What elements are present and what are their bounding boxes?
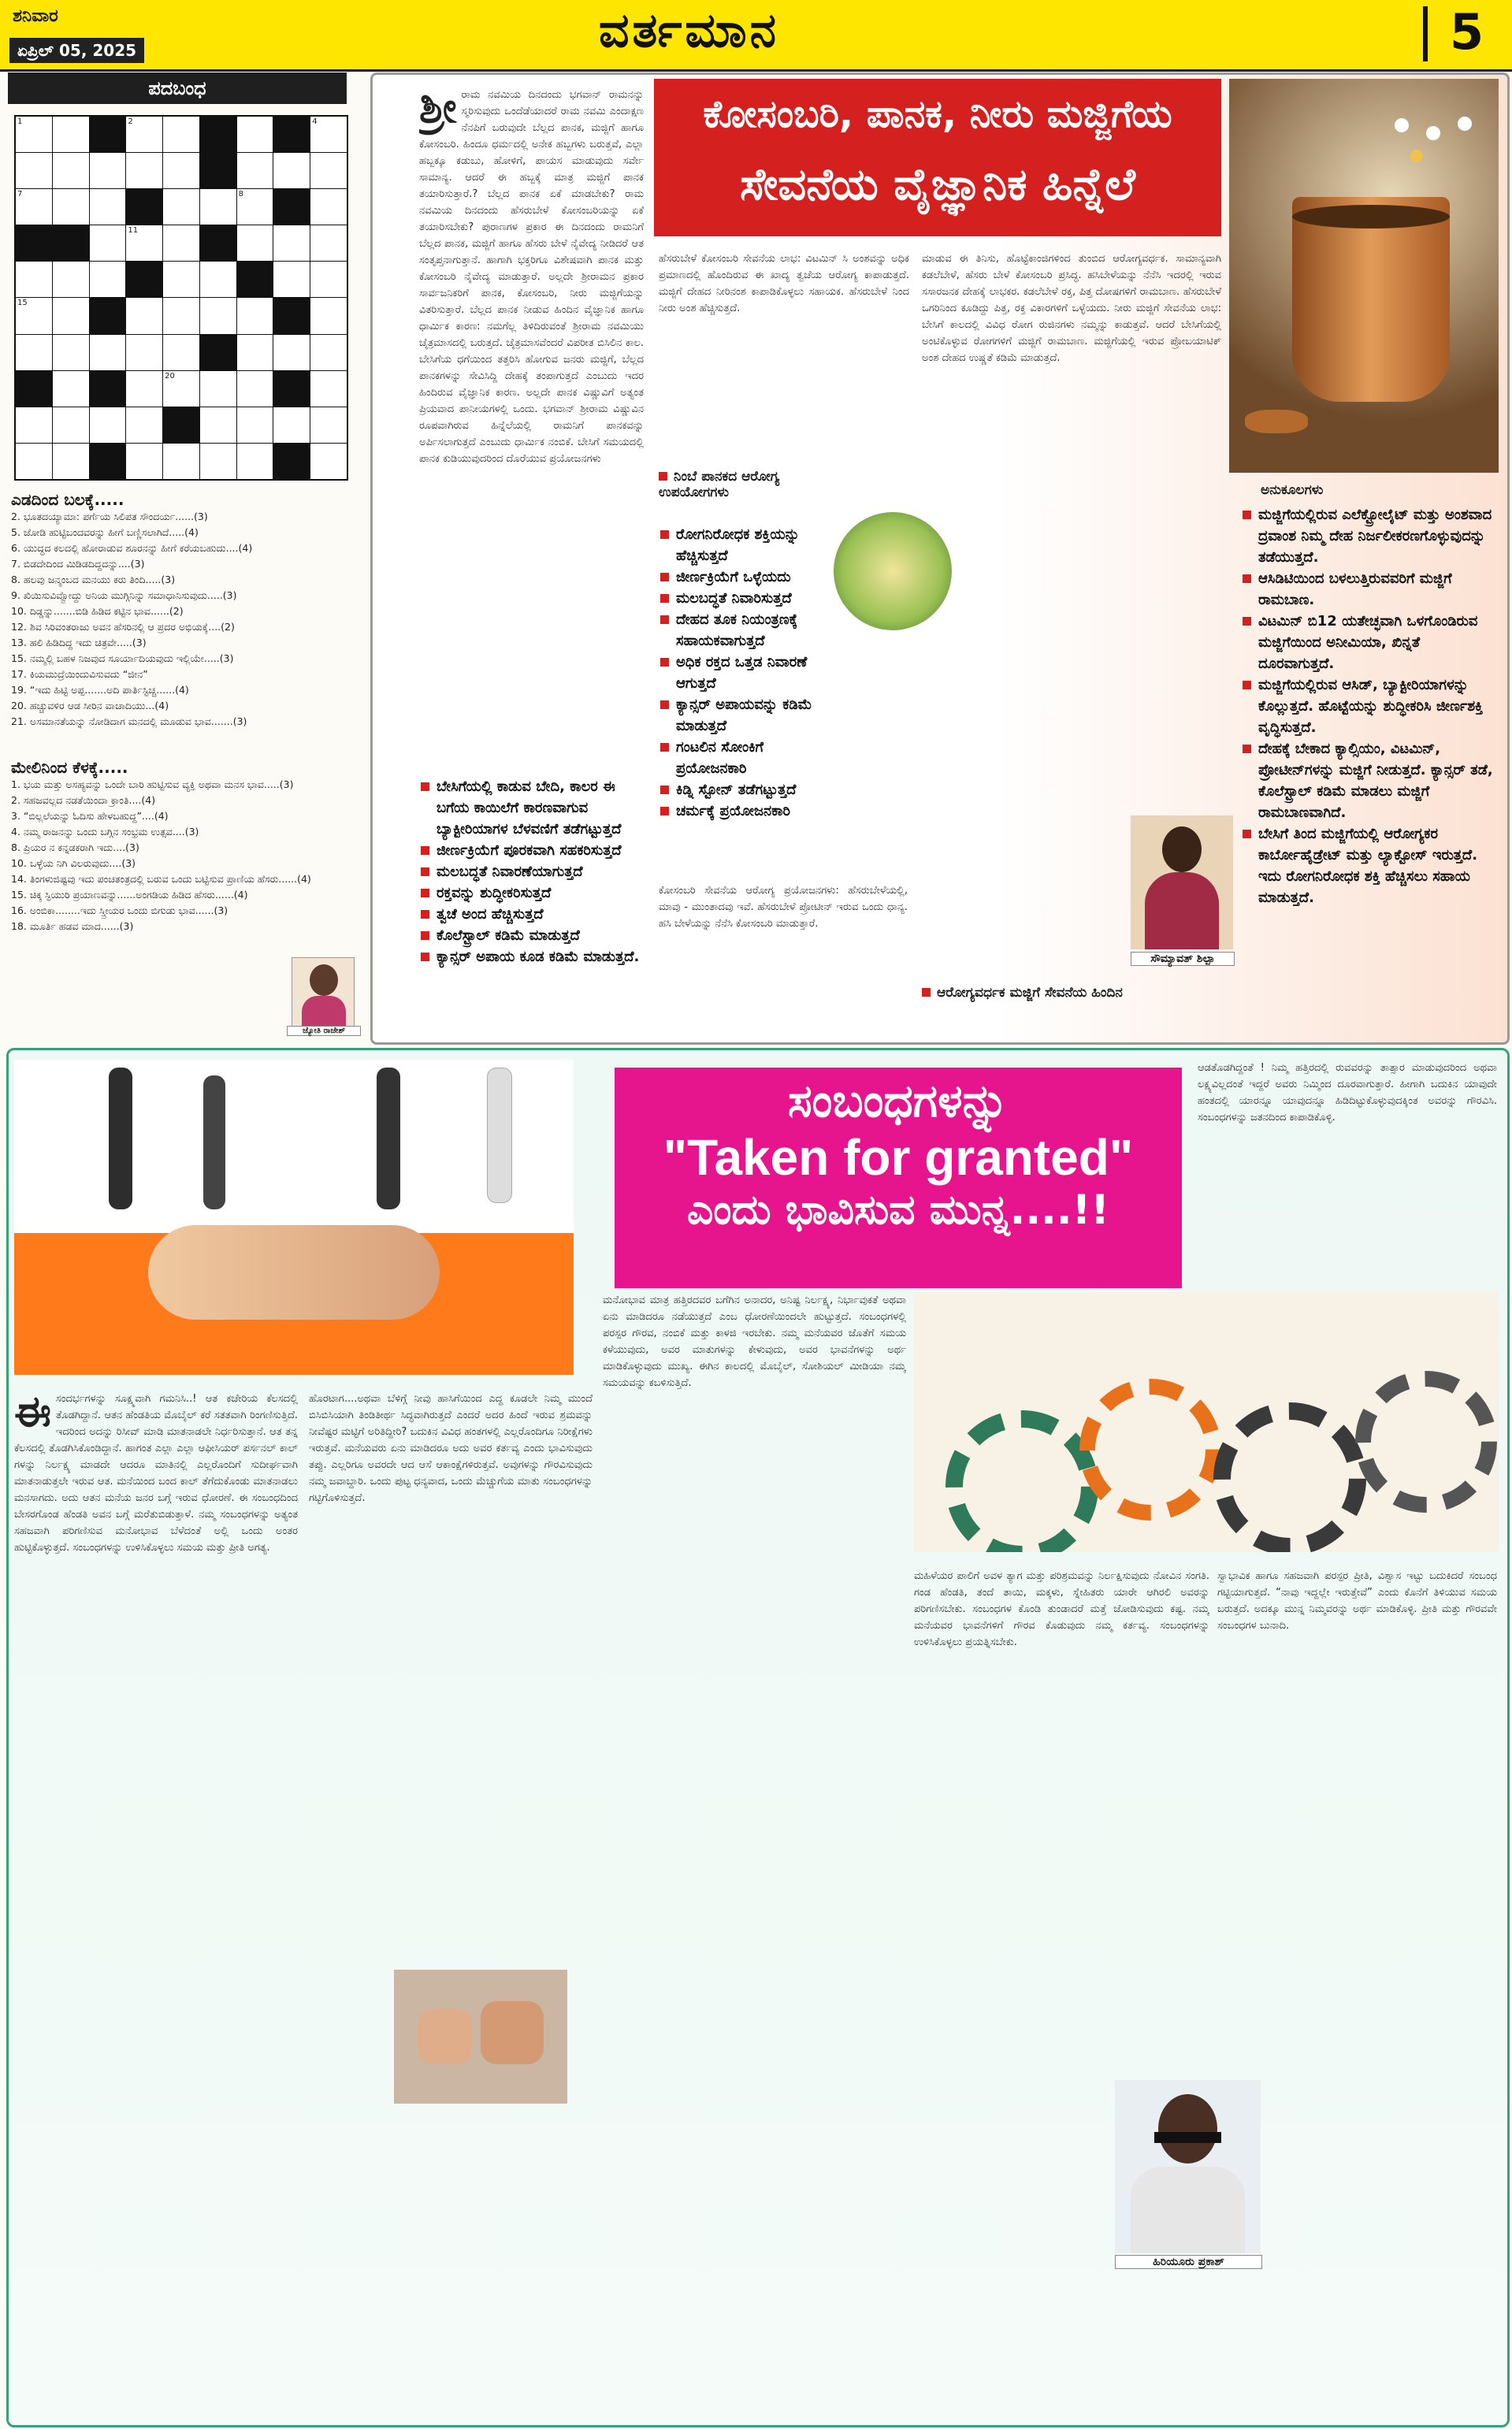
benefits-title: ಅನುಕೂಲಗಳು [1261, 482, 1324, 498]
article-1-col-2-subhead [659, 469, 832, 500]
crossword-cell [90, 335, 126, 370]
crossword-cell [16, 444, 52, 479]
article-2-drop-cap: ಈ [14, 1391, 51, 1436]
crossword-cell [126, 298, 162, 333]
down-clue: 4. ನಮ್ಮ ರಾಜನನ್ನು ಒಂದು ಬಗ್ಗಿನ ಸಂಭ್ರಮ ಉತ್ಸವ....(3) [11, 826, 199, 838]
across-clue: 2. ಭೂತದಯ್ಯಾಮಾ: ಪರ್ಗೆಯ ಸಿಲಿಪತ ಸೌಂದರ್ಯ......(3) [11, 511, 208, 522]
crossword-block [273, 117, 310, 152]
crossword-cell: 1 [16, 117, 52, 152]
crossword-cell [90, 262, 126, 297]
crossword-cell [237, 153, 273, 188]
across-clue: 21. ಅಸಮಾನತೆಯನ್ನು ನೋಡಿದಾಗ ಮನದಲ್ಲಿ ಮೂಡುವ ಭಾವ.......(3) [11, 715, 247, 727]
buttermilk-benefit-item: ಮಜ್ಜಿಗೆಯಲ್ಲಿರುವ ಆಸಿಡ್, ಬ್ಯಾಕ್ಟೀರಿಯಾಗಳನ್ನು ಕೊಲ್ಲುತ್ತದೆ. ಹೊಟ್ಟೆಯನ್ನು ಶುದ್ಧೀಕರಿಸಿ ಜೀರ್ಣಶಕ್ತಿ ವೃದ್ಧಿಸುತ್ತದೆ. [1241, 674, 1493, 738]
article-2-author: ಹಿರಿಯೂರು ಪ್ರಕಾಶ್ [1115, 2255, 1262, 2269]
crossword-heading: ಪದಬಂಧ [8, 72, 347, 104]
crossword-block [200, 153, 236, 188]
article-1-col-1-bullets [419, 776, 648, 968]
article-1-author: ಸೌಮ್ಯಾವತ್ ಶಿಲ್ಪಾ [1131, 952, 1235, 966]
crossword-cell [237, 407, 273, 443]
crossword-cell [90, 153, 126, 188]
handshake-photo [14, 1060, 574, 1375]
crossword-block [237, 262, 273, 297]
article-1-col-1 [419, 87, 644, 678]
fist-bump-photo [394, 1970, 567, 2104]
newspaper-title: ವರ್ತಮಾನ [599, 3, 779, 58]
crossword-cell [53, 444, 89, 479]
across-clues [11, 490, 358, 730]
crossword-cell [200, 189, 236, 225]
headline-1-line-2: ಸೇವನೆಯ ವೈಜ್ಞಾನಿಕ ಹಿನ್ನೆಲೆ [740, 159, 1135, 210]
crossword-block [90, 444, 126, 479]
buttermilk-benefit-item: ಮಜ್ಜಿಗೆಯಲ್ಲಿರುವ ಎಲೆಕ್ಟ್ರೋಲೈಟ್ ಮತ್ತು ಅಂಶವಾದ ದ್ರವಾಂಶ ನಿಮ್ಮ ದೇಹ ನಿರ್ಜಲೀಕರಣಗೊಳ್ಳುವುದನ್ನು ತಡೆಯುತ್ತದೆ. [1241, 504, 1493, 568]
down-clue: 8. ಪ್ರಿಯರ ನ ಕನ್ನಡಕರಾಗಿ ಇದು....(3) [11, 841, 139, 853]
crossword-cell [53, 371, 89, 407]
crossword-block [163, 407, 199, 443]
crossword-block [273, 189, 310, 225]
crossword-author-photo [292, 957, 355, 1031]
crossword-block [126, 189, 162, 225]
article-1-col-2-tail: ಕೋಸಂಬರಿ ಸೇವನೆಯ ಆರೋಗ್ಯ ಪ್ರಯೋಜನಗಳು: ಹೆಸರುಬೇಳೆಯಲ್ಲಿ, ಮಾವು - ಮುಂತಾದವು ಇವೆ. ಹೆಸರುಬೇಳೆ ಪ್ರೋಟೀನ್ ಇರುವ ಒಂದು ಧಾನ್ಯ. ಹಸಿ ಬೇಳೆಯನ್ನು ನೆನೆಸಿ ಕೋಸಂಬರಿ ಮಾಡುತ್ತಾರೆ. [659, 885, 908, 930]
crossword-block [16, 371, 52, 407]
crossword-cell: 8 [237, 189, 273, 225]
crossword-cell [126, 153, 162, 188]
gears-people-photo [914, 1292, 1499, 1552]
headline-2-line-2: "Taken for granted" [663, 1129, 1134, 1186]
panaka-benefit-item: ರಕ್ತವನ್ನು ಶುದ್ಧೀಕರಿಸುತ್ತದೆ [419, 882, 648, 904]
lemon-benefit-item: ಚರ್ಮಕ್ಕೆ ಪ್ರಯೋಜನಕಾರಿ [659, 800, 828, 822]
panaka-benefit-item: ತ್ವಚೆ ಅಂದ ಹೆಚ್ಚಿಸುತ್ತದೆ [419, 904, 648, 925]
article-1-col-1-text: ರಾಮ ನವಮಿಯ ದಿನದಂದು ಭಗವಾನ್ ರಾಮನನ್ನು ಸ್ಮರಿಸುವುದು ಒಂದೆಡೆಯಾದರೆ ರಾಮ ನವಮಿ ಎಂದಾಕ್ಷಣ ನೆನಪಿಗೆ ಬರುವುದೇ ಬೆಲ್ಲದ ಪಾನಕ, ಮಜ್ಜಿಗೆ ಹಾಗೂ ಕೋಸಂಬರಿ. ಹಿಂದೂ ಧರ್ಮದಲ್ಲಿ ಅನೇಕ ಹಬ್ಬಗಳು ಬರುತ್ತವೆ, ಎಲ್ಲಾ ಹಬ್ಬಕ್ಕೂ ಕಡುಬು, ಹೋಳಿಗೆ, ಪಾಯಸ ಮಾಡುವುದು ಸರ್ವೇ ಸಾಮಾನ್ಯ. ಆದರೆ ಈ ಹಬ್ಬಕ್ಕೆ ಮಾತ್ರ ಮಜ್ಜಿಗೆ ಪಾನಕ ತಯಾರಿಸುತ್ತಾರೆ.? ಬೆಲ್ಲದ ಪಾನಕ ಏಕೆ ಮಾಡಬೇಕು? ರಾಮ ನವಮಿಯ ದಿನದಂದು ಹೆಸರುಬೇಳೆ ಕೋಸಂಬರಿಯನ್ನು ಏಕೆ ತಯಾರಿಸಬೇಕು? ಪುರಾಣಗಳ ಪ್ರಕಾರ ಈ ದಿನದಂದು ರಾಮನಿಗೆ ಬೆಲ್ಲದ ಪಾನಕ, ಮಜ್ಜಿಗೆ ಹಾಗೂ ಹೆಸರು ಬೇಳೆ ನೈವೇದ್ಯ ನೀಡಿದರೆ ಆತ ಸಂತೃಪ್ತನಾಗುತ್ತಾನೆ. ಹಾಗಾಗಿ ಭಕ್ತರಿಗೂ ವಿಶೇಷವಾಗಿ ಪಾನಕ ಮತ್ತು ಕೋಸಂಬರಿ ನೈವೇದ್ಯ ಮಾಡುತ್ತಾರೆ. ಅಲ್ಲದೇ ಶ್ರೀರಾಮನ ಪ್ರಕಾರ ಸಾರ್ವಜನಿಕರಿಗೆ ಪಾನಕ, ಕೋಸಂಬರಿ, ನೀರು ಮಜ್ಜಿಗೆಯನ್ನು ವಿತರಿಸುತ್ತಾರೆ. ಬೆಲ್ಲದ ಪಾನಕ ನೀಡುವ ಹಿಂದಿನ ವೈಜ್ಞಾನಿಕ ಹಾಗೂ ಧಾರ್ಮಿಕ ಕಾರಣ: ನಮಗೆಲ್ಲ ತಿಳಿದಿರುವಂತೆ ಶ್ರೀರಾಮ ನವಮಿಯು ಚೈತ್ರಮಾಸದಲ್ಲಿ ಬರುತ್ತದೆ. ಚೈತ್ರಮಾಸವೆಂದರೆ ವಿಪರೀತ ಬಿಸಿಲಿನ ಕಾಲ. ಬೇಸಿಗೆಯ ಧಗೆಯಿಂದ ತತ್ತರಿಸಿ ಹೋಗುವ ಜನರು ಮಜ್ಜಿಗೆ, ಬೆಲ್ಲದ ಪಾನಕಗಳನ್ನು ಸೇವಿಸಿದ್ದಿ ದೇಹಕ್ಕೆ ತಂಪಾಗುತ್ತದೆ ಎಂಬುದು ಇದರ ಹಿಂದಿರುವ ವೈಜ್ಞಾನಿಕ ಕಾರಣ. ಅಲ್ಲದೇ ಪಾನಕ ವಿಷ್ಣುವಿಗೆ ಅತ್ಯಂತ ಪ್ರಿಯವಾದ ಪಾನೀಯಗಳಲ್ಲಿ ಒಂದು. ಭಗವಾನ್ ಶ್ರೀರಾಮ ವಿಷ್ಣುವಿನ ರೂಪವಾಗಿರುವ ಹಿನ್ನೆಲೆಯಲ್ಲಿ ರಾಮನಿಗೆ ಪಾನಕವನ್ನು ಅರ್ಪಿಸಲಾಗುತ್ತದೆ ಎಂಬುದು ಧಾರ್ಮಿಕ ನಂಬಿಕೆ. ಬೇಸಿಗೆ ಸಮಯದಲ್ಲಿ ಪಾನಕ ಕುಡಿಯುವುದರಿಂದ ದೊರೆಯುವ ಪ್ರಯೋಜನಗಳು [419, 89, 644, 465]
crossword-block [200, 335, 236, 370]
crossword-cell [310, 444, 347, 479]
crossword-cell [126, 371, 162, 407]
article-2-col-a [14, 1391, 298, 2411]
crossword-cell [53, 262, 89, 297]
buttermilk-benefit-item: ಬೇಸಿಗೆ ತಿಂದ ಮಜ್ಜಿಗೆಯಲ್ಲಿ ಆರೋಗ್ಯಕರ ಕಾರ್ಬೋಹೈಡ್ರೇಟ್ ಮತ್ತು ಲ್ಯಾಕ್ಟೋಸ್ ಇರುತ್ತದೆ. ಇದು ರೋಗನಿರೋಧಕ ಶಕ್ತಿ ಹೆಚ್ಚಿಸಲು ಸಹಾಯ ಮಾಡುತ್ತದೆ. [1241, 823, 1493, 908]
down-clue: 3. “ಬಿಲ್ಲಲೆಯನ್ನು ಓದಿಸು ಹೇಳಬಹುದ್ದ”....(4) [11, 810, 169, 822]
down-clue: 2. ಸಹಜವಲ್ಲದ ನಡತೆಯಿಂದಾ ಕ್ರಾಂತಿ....(4) [11, 794, 156, 806]
crossword-block [273, 298, 310, 333]
across-clue: 12. ಶಿವ ಸಿರಿವಂತರಾಜು ಅವನ ಹೆಸರಿನಲ್ಲಿ ಆ ಪ್ರದರ ಅಭಿಯಕ್ಕೆ....(2) [11, 621, 235, 633]
buttermilk-benefit-item: ದೇಹಕ್ಕೆ ಬೇಕಾದ ಕ್ಯಾಲ್ಸಿಯಂ, ವಿಟಮಿನ್, ಪ್ರೋಟೀನ್‌ಗಳನ್ನು ಮಜ್ಜಿಗೆ ನೀಡುತ್ತದೆ. ಕ್ಯಾನ್ಸರ್ ತಡೆ, ಕೊಲೆಸ್ಟ್ರಾಲ್ ಕಡಿಮೆ ಮಾಡಲು ಮಜ್ಜಿಗೆ ರಾಮಬಾಣವಾಗಿದೆ. [1241, 738, 1493, 823]
crossword-block [200, 117, 236, 152]
crossword-cell [237, 444, 273, 479]
down-title: ಮೇಲಿನಿಂದ ಕೆಳಕ್ಕೆ..... [11, 758, 128, 777]
crossword-cell [53, 189, 89, 225]
clasped-hands [148, 1225, 440, 1320]
lemon-benefit-item: ಗಂಟಲಿನ ಸೋಂಕಿಗೆ ಪ್ರಯೋಜನಕಾರಿ [659, 737, 828, 779]
down-clue: 14. ತಿಂಗಳುಜಿಷ್ಟವು ಇದು ಪಂಚತಂತ್ರದಲ್ಲಿ ಬರುವ ಒಂದು ಬಟ್ಟಿಸುವ ಪ್ರಾಣಿಯ ಹೆಸರು......(4) [11, 873, 311, 885]
col-3-subhead-text: ಆರೋಗ್ಯವರ್ಧಕ ಮಜ್ಜಿಗೆ ಸೇವನೆಯ ಹಿಂದಿನ [937, 985, 1123, 1001]
crossword-cell: 7 [16, 189, 52, 225]
crossword-cell [90, 189, 126, 225]
crossword-block [90, 117, 126, 152]
across-clue: 9. ಖಿಯಿಸುವಿವ್ವೋದ್ದು ಅನಿಯ ಮುಗ್ಗಿನಿನ್ನು ಸಮಾಧಾನಿಸುವುದು.....(3) [11, 589, 237, 601]
down-clue: 15. ಚಿಕ್ಕ ಸ್ಫಿಯುರಿ ಪ್ರಯಾಣವನ್ನು......ಅಂಗಡಿಯ ಹಿಡಿದ ಹೆಸರು......(4) [11, 889, 248, 901]
jasmine-flowers [1387, 110, 1481, 181]
across-clue: 17. ಕಿಯಮುದ್ರೆಯಿಂದುವಿಸುವದು “ಜೀನ” [11, 668, 148, 680]
article-1-drop-cap: ಶ್ರೀ [419, 87, 457, 132]
copper-pot-photo [1229, 79, 1499, 473]
crossword-block [90, 371, 126, 407]
across-title: ಎಡದಿಂದ ಬಲಕ್ಕೆ..... [11, 490, 124, 509]
crossword-author: ಜ್ಯೋತಿ ರಾಜೇಶ್ [287, 1026, 361, 1036]
crossword-cell [237, 371, 273, 407]
crossword-cell [53, 117, 89, 152]
article-2-headline [615, 1068, 1182, 1288]
lemon-benefit-item: ದೇಹದ ತೂಕ ನಿಯಂತ್ರಣಕ್ಕೆ ಸಹಾಯಕವಾಗುತ್ತದೆ [659, 609, 828, 652]
article-2-col-b: ಹೊರಟಾಗ....ಅಥವಾ ಬೆಳಿಗ್ಗೆ ನೀವು ಹಾಸಿಗೆಯಿಂದ ಎದ್ದ ಕೂಡಲೇ ನಿಮ್ಮ ಮುಂದೆ ಬಿಸಿಬಿಸಿಯಾಗಿ ತಿಂಡಿತೀರ್ಥ ಸಿದ್ಧವಾಗಿರುತ್ತದೆ ಎಂದರೆ ಅದರ ಹಿಂದೆ ಇರುವ ಶ್ರಮವನ್ನು ನೀವೆಷ್ಟರ ಮಟ್ಟಿಗೆ ಅರಿತಿದ್ದೀರಿ? ಬದುಕಿನ ವಿವಿಧ ಹಂತಗಳಲ್ಲಿ ಎಲ್ಲರೊಂದಿಗೂ ನಿರೀಕ್ಷೆಗಳು ಇರುತ್ತವೆ. ಮನೆಯವರು ಏನು ಮಾಡಿದರೂ ಅದು ಅವರ ಕರ್ತವ್ಯ ಎಂದು ಭಾವಿಸುವುದು ತಪ್ಪು. ಎಲ್ಲರಿಗೂ ಅವರದೇ ಆದ ಆಸೆ ಆಕಾಂಕ್ಷೆಗಳಿರುತ್ತವೆ. ಅವುಗಳನ್ನು ಗೌರವಿಸುವುದು ನಮ್ಮ ಜವಾಬ್ದಾರಿ. ಒಂದು ಪುಟ್ಟ ಧನ್ಯವಾದ, ಒಂದು ಮೆಚ್ಚುಗೆಯ ಮಾತು ಸಂಬಂಧಗಳನ್ನು ಗಟ್ಟಿಗೊಳಿಸುತ್ತದೆ. [309, 1393, 593, 1504]
crossword-cell: 15 [16, 298, 52, 333]
crossword-block [126, 262, 162, 297]
article-1-col-3: ಮಾಡುವ ಈ ತಿನಿಸು, ಹೊಟ್ಟೆಕಾಂಜಿಗಳಿಂದ ತುಂಬಿದ ಆರೋಗ್ಯವರ್ಧಕ. ಸಾಮಾನ್ಯವಾಗಿ ಕಡಲೆಬೇಳೆ, ಹೆಸರು ಬೇಳೆ ಕೋಸಂಬರಿ ಪ್ರಸಿದ್ಧ. ಹಸಿಬೇಳೆಯನ್ನು ನೆನೆಸಿ ಇದರಲ್ಲಿ ಇರುವ ಸಸಾರಜನಕ ದೇಹಕ್ಕೆ ಲಾಭಕರ. ಕಡಲೆಬೇಳೆ ರಕ್ತ, ಪಿತ್ತ ದೋಷಗಳಿಗೆ ರಾಮಬಾಣ. ಹೆಸರುಬೇಳೆ ಒಗರಿನಿಂದ ಕೂಡಿದ್ದು ಪಿತ್ತ, ರಕ್ತ ವಿಕಾರಗಳಿಗೆ ಒಳ್ಳೆಯದು. ನೀರು ಮಜ್ಜಿಗೆ ಸೇವನೆಯ ಲಾಭ: ಬೇಸಿಗೆ ಕಾಲದಲ್ಲಿ ವಿವಿಧ ರೋಗ ರುಜಿನಗಳು ನಮ್ಮನ್ನು ಕಾಡುತ್ತವೆ. ಆದರೆ ಬೇಸಿಗೆಯಲ್ಲಿ ಅಂಟಿಕೊಳ್ಳುವ ರೋಗಗಳಿಗೆ ಮಜ್ಜಿಗೆ ರಾಮಬಾಣ. ಮಜ್ಜಿಗೆಯಲ್ಲಿ ಇರುವ ಪ್ರೋಬಯಾಟಿಕ್ ಅಂಶ ದೇಹದ ಉಷ್ಣತೆ ಕಡಿಮೆ ಮಾಡುತ್ತದೆ. [922, 253, 1221, 364]
crossword-cell [53, 298, 89, 333]
down-clue: 18. ಮೂರ್ತಿ ಹಡವ ಮಾದ......(3) [11, 920, 134, 932]
lemon-benefit-item: ಅಧಿಕ ರಕ್ತದ ಒತ್ತಡ ನಿವಾರಣೆ ಆಗುತ್ತದೆ [659, 652, 828, 694]
crossword-cell [310, 335, 347, 370]
crossword-cell [163, 189, 199, 225]
article-2-col-e: ಆಡತೊಡಗಿದ್ದಂತೆ ! ನಿಮ್ಮ ಹತ್ತಿರದಲ್ಲಿ ರುವವರನ್ನು ತಾತ್ಸಾರ ಮಾಡುವುದರಿಂದ ಅಥವಾ ಲಕ್ಷ್ಯವಿಲ್ಲದಂತೆ ಇದ್ದರೆ ಅವರು ನಿಮ್ಮಿಂದ ದೂರವಾಗುತ್ತಾರೆ. ಹೀಗಾಗಿ ಬದುಕಿನ ಯಾವುದೇ ಹಂತದಲ್ಲಿ ಯಾರನ್ನೂ ಯಾವುದನ್ನೂ ಹಿಡಿದಿಟ್ಟುಕೊಳ್ಳುವುದಕ್ಕಿಂತ ಅವರನ್ನು ಗೌರವಿಸಿ. ಸಂಬಂಧಗಳನ್ನು ಜತನದಿಂದ ಕಾಪಾಡಿಕೊಳ್ಳಿ. [1198, 1062, 1497, 1124]
crossword-cell [310, 262, 347, 297]
crossword-cell: 2 [126, 117, 162, 152]
down-clue: 10. ಒಳ್ಳೆಯ ನಿಗಿ ವಿಲರುವುದು....(3) [11, 857, 136, 869]
crossword-block [273, 444, 310, 479]
crossword-cell [200, 444, 236, 479]
crossword-cell [53, 407, 89, 443]
crossword-cell [126, 335, 162, 370]
crossword-cell [163, 335, 199, 370]
lemon-benefit-item: ಕಿಡ್ನಿ ಸ್ಟೋನ್ ತಡೆಗಟ್ಟುತ್ತದೆ [659, 779, 828, 800]
crossword-block [200, 225, 236, 261]
headline-1-line-1: ಕೋಸಂಬರಿ, ಪಾನಕ, ನೀರು ಮಜ್ಜಿಗೆಯ [703, 92, 1172, 136]
across-clue: 10. ದಿಡ್ಡನ್ನು.......ಬಿಡಿ ಹಿಡಿದ ಕಟ್ಟಿನ ಭಾವ......(2) [11, 605, 184, 617]
crossword-cell [310, 225, 347, 261]
across-clue: 8. ಹಲವು ಜನ್ಮಂಬದ ಮನಯು ಕರು ತಿಂದಿ.....(3) [11, 574, 176, 585]
article-1-col-2-bullets [659, 524, 828, 822]
across-clue: 13. ಹಲಿ ಹಿಡಿದಿದ್ದ ಇದು ಚಿತ್ರವೇ.....(3) [11, 637, 147, 648]
masthead-date: ಏಪ್ರಿಲ್ 05, 2025 [9, 38, 144, 63]
crossword-cell [237, 117, 273, 152]
masthead-day: ಶನಿವಾರ [13, 6, 58, 26]
across-clue: 15. ನಮ್ಮಲ್ಲಿ ಬಹಳ ನಿಜವುದ ಸೂರ್ಯಾದಿಯವುದು ಇಲ್ಲಿಯೇ.....(3) [11, 652, 234, 664]
crossword-cell [163, 117, 199, 152]
buttermilk-benefit-item: ಆಸಿಡಿಟಿಯಿಂದ ಬಳಲುತ್ತಿರುವವರಿಗೆ ಮಜ್ಜಿಗೆ ರಾಮಬಾಣ. [1241, 568, 1493, 611]
lemon-benefit-item: ರೋಗನಿರೋಧಕ ಶಕ್ತಿಯನ್ನು ಹೆಚ್ಚಿಸುತ್ತದೆ [659, 524, 828, 566]
article-1-benefits [1241, 504, 1493, 908]
crossword-cell [200, 371, 236, 407]
headline-2-line-1: ಸಂಬಂಧಗಳನ್ನು [787, 1074, 1009, 1127]
crossword-cell [163, 153, 199, 188]
crossword-cell [163, 444, 199, 479]
across-clue: 19. “ಇದು ಹಿಟ್ಟಿ ಅಪ್ಪ.......ಅದಿ ಪಾರ್ತಿಸ್ಟಿಚ್ಚ......(4) [11, 684, 189, 696]
crossword-cell [16, 407, 52, 443]
copper-spoon [1245, 410, 1308, 433]
crossword-cell [237, 225, 273, 261]
panaka-benefit-item: ಮಲಬದ್ಧತೆ ನಿವಾರಣೆಯಾಗುತ್ತದೆ [419, 861, 648, 882]
crossword-cell [273, 225, 310, 261]
crossword-cell [273, 153, 310, 188]
across-clue: 7. ಬಿಡದೇದಿಂದ ಮಿಡಿಡದಿದ್ದದನ್ನು....(3) [11, 558, 145, 570]
crossword-cell [163, 298, 199, 333]
across-clue: 20. ಹಚ್ಚುವಳಿರ ಆಡ ಸೀರಿನ ವಾಚಾದಿಯು...(4) [11, 700, 169, 711]
lemon-benefit-item: ಕ್ಯಾನ್ಸರ್ ಅಪಾಯವನ್ನು ಕಡಿಮೆ ಮಾಡುತ್ತದೆ [659, 694, 828, 737]
panaka-benefit-item: ಕೊಲೆಸ್ಟ್ರಾಲ್ ಕಡಿಮೆ ಮಾಡುತ್ತದೆ [419, 925, 648, 946]
crossword-cell [126, 444, 162, 479]
across-clue: 5. ಜೋಡಿ ಹುಟ್ಟಿಬಂದವರನ್ನು ಹೀಗೆ ಬಣ್ಣಿಸಲಾಗಿದೆ.....(4) [11, 526, 199, 538]
crossword-cell [273, 407, 310, 443]
article-1-col-3-subhead [922, 985, 1123, 1001]
down-clue: 1. ಭಯ ಮತ್ತು ಅಸಹ್ಯವನ್ನು ಒಂದೇ ಬಾರಿ ಹುಟ್ಟಿಸುವ ವ್ಯಕ್ತಿ ಅಥವಾ ಮನಸ ಭಾವ.....(3) [11, 778, 294, 790]
masthead-divider [1423, 6, 1428, 61]
crossword-cell [200, 298, 236, 333]
crossword-block [53, 225, 89, 261]
panaka-benefit-item: ಕ್ಯಾನ್ಸರ್ ಅಪಾಯ ಕೂಡ ಕಡಿಮೆ ಮಾಡುತ್ತದೆ. [419, 946, 648, 968]
author-head [310, 964, 338, 996]
crossword-cell [53, 335, 89, 370]
crossword-cell [200, 262, 236, 297]
crossword-cell [16, 262, 52, 297]
down-list [11, 777, 358, 934]
crossword-cell [53, 153, 89, 188]
article-2-col-c: ಮನೋಭಾವ ಮಾತ್ರ ಹತ್ತಿರದವರ ಬಗೆಗಿನ ಅನಾದರ, ಅನಿಷ್ಟ ನಿರ್ಲಕ್ಷ್ಯ, ನಿರ್ಭಾವುಕತೆ ಅಥವಾ ಏನು ಮಾಡಿದರೂ ನಡೆಯುತ್ತದೆ ಎಂಬ ಧೋರಣೆಯಿಂದಲೇ ಹುಟ್ಟುತ್ತದೆ. ಸಂಬಂಧಗಳಲ್ಲಿ ಪರಸ್ಪರ ಗೌರವ, ನಂಬಿಕೆ ಮತ್ತು ಕಾಳಜಿ ಇರಬೇಕು. ನಮ್ಮ ಮನೆಯವರ ಜೊತೆಗೆ ಸಮಯ ಕಳೆಯುವುದು, ಅವರ ಮಾತುಗಳನ್ನು ಕೇಳುವುದು, ಅವರ ಭಾವನೆಗಳನ್ನು ಅರ್ಥ ಮಾಡಿಕೊಳ್ಳುವುದು ಮುಖ್ಯ. ಈಗಿನ ಕಾಲದಲ್ಲಿ ಮೊಬೈಲ್, ಸೋಶಿಯಲ್ ಮೀಡಿಯಾ ನಮ್ಮ ಸಮಯವನ್ನು ಕಬಳಿಸುತ್ತಿದೆ. [603, 1294, 906, 1389]
crossword-cell: 11 [126, 225, 162, 261]
crossword-cell [237, 298, 273, 333]
lemon-benefit-item: ಜೀರ್ಣಕ್ರಿಯೆಗೆ ಒಳ್ಳೆಯದು [659, 566, 828, 588]
crossword-cell [16, 153, 52, 188]
crossword-cell [310, 153, 347, 188]
panaka-benefit-item: ಜೀರ್ಣಕ್ರಿಯೆಗೆ ಪೂರಕವಾಗಿ ಸಹಕರಿಸುತ್ತದೆ [419, 840, 648, 861]
buttermilk-benefit-item: ವಿಟಮಿನ್ ಬಿ12 ಯತೇಚ್ಛವಾಗಿ ಒಳಗೊಂಡಿರುವ ಮಜ್ಜಿಗೆಯಿಂದ ಅನೀಮಿಯಾ, ಖಿನ್ನತೆ ದೂರವಾಗುತ್ತದೆ. [1241, 611, 1493, 674]
article-1-author-photo [1131, 815, 1233, 949]
down-clues [11, 758, 358, 934]
crossword-cell [126, 407, 162, 443]
article-2-author-photo [1115, 2080, 1261, 2253]
across-clue: 6. ಯುದ್ಧದ ಕಲದಲ್ಲಿ ಹೋರಾಡುವ ಶೂರನನ್ನು ಹೀಗೆ ಕರೆಯಬಹುದು....(4) [11, 542, 253, 554]
crossword-cell [310, 371, 347, 407]
crossword-cell [273, 262, 310, 297]
article-1-col-2-intro: ಹೆಸರುಬೇಳೆ ಕೋಸಂಬರಿ ಸೇವನೆಯ ಲಾಭ: ವಿಟಮಿನ್ ಸಿ ಅಂಶವನ್ನು ಅಧಿಕ ಪ್ರಮಾಣದಲ್ಲಿ ಹೊಂದಿರುವ ಈ ಖಾದ್ಯ ತ್ವಚೆಯ ಆರೋಗ್ಯ ಕಾಪಾಡುತ್ತದೆ. ಮಜ್ಜಿಗೆ ದೇಹದ ನೀರಿನಂಶ ಕಾಪಾಡಿಕೊಳ್ಳಲು ಸಹಾಯಕ. ಹೆಸರುಬೇಳೆ ನಿಂದ ನೀರು ಅಂಶ ಹೆಚ್ಚಿಸುತ್ತದೆ. [659, 253, 909, 314]
article-1-headline [654, 79, 1221, 236]
crossword-cell [310, 407, 347, 443]
crossword-cell [310, 298, 347, 333]
crossword-grid [14, 115, 348, 481]
crossword-cell [237, 335, 273, 370]
col-2-subhead-text: ನಿಂಬೆ ಪಾನಕದ ಆರೋಗ್ಯ ಉಪಯೋಗಗಳು [659, 469, 780, 500]
crossword-cell [310, 189, 347, 225]
crossword-block [90, 298, 126, 333]
article-2-col-e2: ಸ್ವಾಭಾವಿಕ ಹಾಗೂ ಸಹಜವಾಗಿ ಪರಸ್ಪರ ಪ್ರೀತಿ, ವಿಶ್ವಾಸ ಇಟ್ಟು ಬದುಕಿದರೆ ಸಂಬಂಧ ಗಟ್ಟಿಯಾಗುತ್ತದೆ. “ನಾವು ಇದ್ದಲ್ಲೇ ಇರುತ್ತೇವೆ” ಎಂದು ಕೊನೆಗೆ ತಿಳಿಯುವ ಸಮಯ ಬರುತ್ತದೆ. ಅದಕ್ಕೂ ಮುನ್ನ ನಿಮ್ಮವರನ್ನು ಅರ್ಥ ಮಾಡಿಕೊಳ್ಳಿ. ಪ್ರೀತಿ ಮತ್ತು ಗೌರವವೇ ಸಂಬಂಧಗಳ ಬುನಾದಿ. [1217, 1570, 1497, 1632]
crossword-cell [163, 262, 199, 297]
crossword-block [273, 371, 310, 407]
crossword-cell: 20 [163, 371, 199, 407]
article-2-col-d: ಮಹಿಳೆಯರ ಪಾಲಿಗೆ ಅವಳ ತ್ಯಾಗ ಮತ್ತು ಪರಿಶ್ರಮವನ್ನು ನಿರ್ಲಕ್ಷಿಸುವುದು ನೋವಿನ ಸಂಗತಿ. ಗಂಡ ಹೆಂಡತಿ, ತಂದೆ ತಾಯಿ, ಮಕ್ಕಳು, ಸ್ನೇಹಿತರು ಯಾರೇ ಆಗಿರಲಿ ಅವರನ್ನು ಪರಿಗಣಿಸಬೇಕು. ಸಂಬಂಧಗಳ ಕೊಂಡಿ ತುಂಡಾದರೆ ಮತ್ತೆ ಜೋಡಿಸುವುದು ಕಷ್ಟ. ನಮ್ಮ ಮನೆಯವರ ಭಾವನೆಗಳಿಗೆ ಗೌರವ ಕೊಡುವುದು ನಮ್ಮ ಕರ್ತವ್ಯ. ಸಂಬಂಧಗಳನ್ನು ಉಳಿಸಿಕೊಳ್ಳಲು ಪ್ರಯತ್ನಿಸಬೇಕು. [914, 1570, 1209, 1648]
crossword-cell [200, 407, 236, 443]
down-clue: 16. ಅಂಬಿಕಾ........ಇದು ಸ್ತ್ರೀಯರ ಒಂದು ಬಿಗುಡು ಭಾವ......(3) [11, 904, 228, 916]
crossword-cell [273, 335, 310, 370]
page-number: 5 [1450, 3, 1484, 61]
crossword-cell: 4 [310, 117, 347, 152]
panaka-benefit-item: ಬೇಸಿಗೆಯಲ್ಲಿ ಕಾಡುವ ಬೇದಿ, ಕಾಲರ ಈ ಬಗೆಯ ಕಾಯಿಲೆಗೆ ಕಾರಣವಾಗುವ ಬ್ಯಾಕ್ಟೀರಿಯಾಗಳ ಬೆಳವಣಿಗೆ ತಡೆಗಟ್ಟುತ್ತದೆ [419, 776, 648, 840]
col-a-text: ಸಂದರ್ಭಗಳನ್ನು ಸೂಕ್ಷ್ಮವಾಗಿ ಗಮನಿಸಿ..! ಆತ ಕಚೇರಿಯ ಕೆಲಸದಲ್ಲಿ ತೊಡಗಿದ್ದಾನೆ. ಆತನ ಹೆಂಡತಿಯ ಮೊಬೈಲ್ ಕರೆ ಸತತವಾಗಿ ರಿಂಗಣಿಸುತ್ತಿದೆ. ಇದರಿಂದ ಅದನ್ನು ರಿಸೀವ್ ಮಾಡಿ ಮಾತನಾಡಲೇ ನಿರ್ಧರಿಸುತ್ತಾನೆ. ಆತ ತನ್ನ ಕೆಲಸದಲ್ಲಿ ತೊಡಗಿಸಿಕೊಂಡಿದ್ದಾನೆ. ಹಾಗಂತ ಎಲ್ಲಾ ಎಲ್ಲಾ ಆಫೀಸಿಯರ್ ಪರ್ಸನಲ್ ಕಾಲ್ ಗಳನ್ನು ನಿರ್ಲಕ್ಷ್ಯ ಮಾಡದೇ ಆದರೂ ಮಾತಿನಲ್ಲಿ ಎಲ್ಲರೊಂದಿಗೆ ಸುದೀರ್ಘವಾಗಿ ಮಾತನಾಡುತ್ತಲೇ ಇರುವ ಆತ. ಮನೆಯಿಂದ ಬಂದ ಕಾಲ್ ತೆಗೆದುಕೊಂಡು ಮಾತನಾಡಲು ಮನಸಾಗದು. ಅದು ಆತನ ಮನೆಯ ಜನರ ಬಗ್ಗೆ ಇರುವ ಧೋರಣೆ. ಈ ಸಂಬಂಧದಿಂದ ಬೇಸರಗೊಂಡ ಹೆಂಡತಿ ಅವನ ಬಗ್ಗೆ ಮರೆತುಬಿಡುತ್ತಾಳೆ. ನಮ್ಮ ಸಂಬಂಧಗಳನ್ನು ಅತ್ಯಂತ ಸಹಜವಾಗಿ ಪರಿಗಣಿಸುವ ಮನೋಭಾವ ಬೆಳೆದಂತೆ ಅಲ್ಲಿ ಒಂದು ಅಂತರ ಹುಟ್ಟಿಕೊಳ್ಳುತ್ತದೆ. ಸಂಬಂಧಗಳನ್ನು ಉಳಿಸಿಕೊಳ್ಳಲು ಸಮಯ ಮತ್ತು ಪ್ರೀತಿ ಅಗತ್ಯ. [14, 1393, 298, 1554]
crossword-cell [163, 225, 199, 261]
crossword-block [16, 225, 52, 261]
crossword-cell [90, 407, 126, 443]
buttermilk-surface [1292, 205, 1450, 228]
across-list [11, 509, 358, 730]
lemon-benefit-item: ಮಲಬದ್ಧತೆ ನಿವಾರಿಸುತ್ತದೆ [659, 588, 828, 609]
crossword-cell [16, 335, 52, 370]
crossword-cell [90, 225, 126, 261]
headline-2-line-3: ಎಂದು ಭಾವಿಸುವ ಮುನ್ನ....!! [686, 1187, 1110, 1234]
